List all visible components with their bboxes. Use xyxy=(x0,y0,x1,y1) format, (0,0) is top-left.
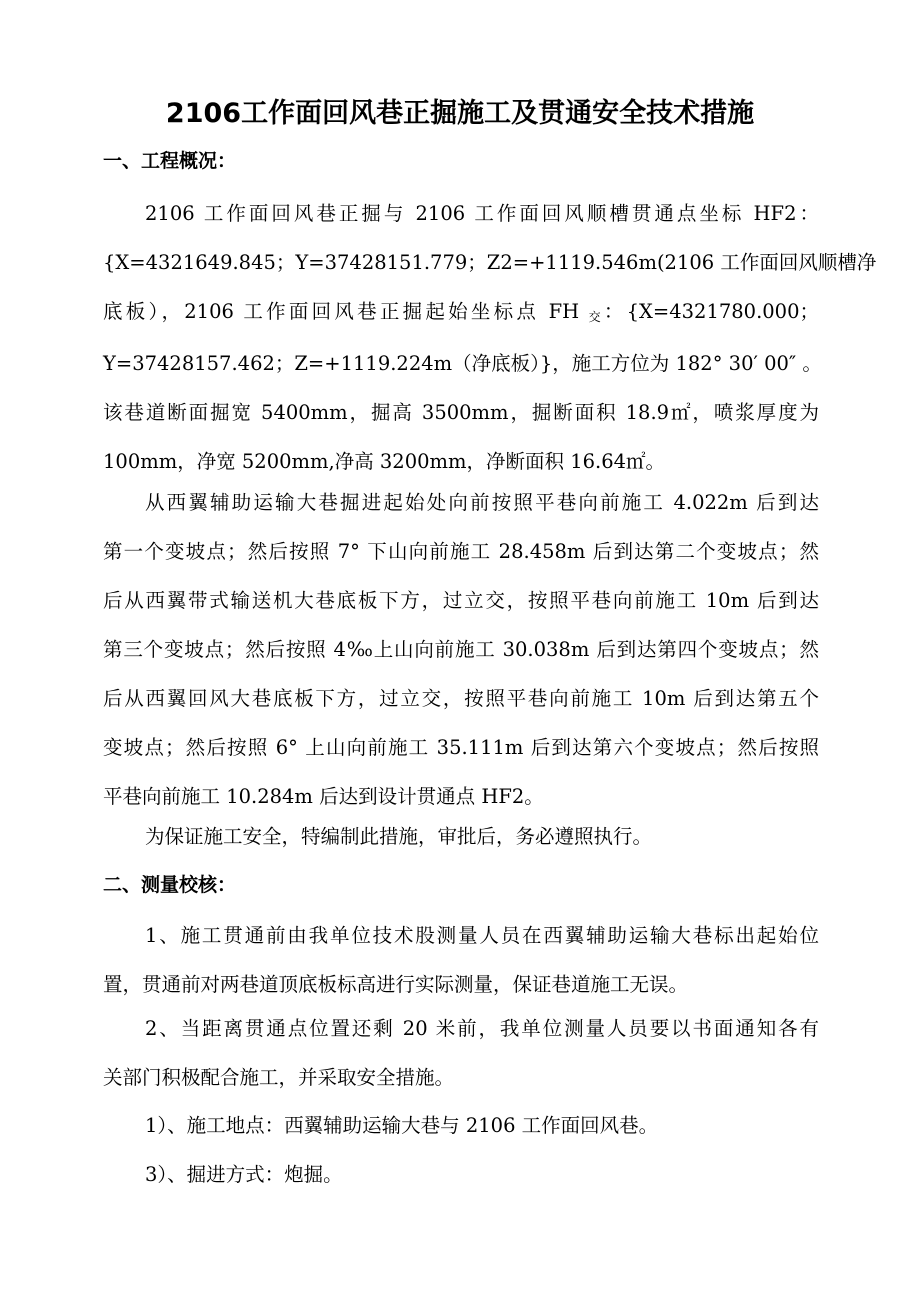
text-line: 变坡点；然后按照 6° 上山向前施工 35.111m 后到达第六个变坡点；然后按照 xyxy=(103,736,819,759)
section-heading-survey: 二、测量校核： xyxy=(103,874,237,896)
survey-paragraph-1 xyxy=(103,911,819,1009)
text-line: 关部门积极配合施工，并采取安全措施。 xyxy=(103,1066,455,1089)
overview-paragraph-route xyxy=(103,478,819,821)
subscript-text: 交 xyxy=(588,310,604,324)
text-line: {X=4321649.845；Y=37428151.779；Z2=+1119.546m(2106 工作面回风顺槽净 xyxy=(103,251,877,274)
text-line: 2、当距离贯通点位置还剩 20 米前，我单位测量人员要以书面通知各有 xyxy=(145,1017,819,1040)
text-line: 第一个变坡点；然后按照 7° 下山向前施工 28.458m 后到达第二个变坡点；然 xyxy=(103,540,819,563)
survey-item-location xyxy=(103,1101,819,1150)
text-line: 1、施工贯通前由我单位技术股测量人员在西翼辅助运输大巷标出起始位 xyxy=(145,924,819,947)
text-line: 为保证施工安全，特编制此措施，审批后，务必遵照执行。 xyxy=(145,825,653,848)
document-title: 2106工作面回风巷正掘施工及贯通安全技术措施 xyxy=(165,98,755,129)
text-line: Y=37428157.462；Z=+1119.224m（净底板）}，施工方位为 182° 30′ 00″ 。 xyxy=(103,352,822,375)
text-line: 1）、施工地点：西翼辅助运输大巷与 2106 工作面回风巷。 xyxy=(145,1114,659,1137)
text-line: 后从西翼带式输送机大巷底板下方，过立交，按照平巷向前施工 10m 后到达 xyxy=(103,589,819,612)
text-line: 从西翼辅助运输大巷掘进起始处向前按照平巷向前施工 4.022m 后到达 xyxy=(145,491,819,514)
text-line xyxy=(103,287,819,339)
text-fragment: ：{X=4321780.000； xyxy=(603,300,819,323)
text-line: 2106 工作面回风巷正掘与 2106 工作面回风顺槽贯通点坐标 HF2： xyxy=(145,202,819,225)
text-line: 该巷道断面掘宽 5400mm，掘高 3500mm，掘断面积 18.9㎡，喷浆厚度为 xyxy=(103,401,819,424)
survey-paragraph-2 xyxy=(103,1004,819,1102)
text-fragment: 底板），2106 工作面回风巷正掘起始坐标点 FH xyxy=(103,300,580,323)
text-line: 第三个变坡点；然后按照 4‰上山向前施工 30.038m 后到达第四个变坡点；然 xyxy=(103,638,819,661)
text-line: 平巷向前施工 10.284m 后达到设计贯通点 HF2。 xyxy=(103,785,544,808)
overview-paragraph-safety xyxy=(103,812,819,861)
section-heading-overview: 一、工程概况： xyxy=(103,150,237,172)
text-line: 3）、掘进方式：炮掘。 xyxy=(145,1163,343,1186)
survey-item-method xyxy=(103,1150,819,1199)
text-line: 置，贯通前对两巷道顶底板标高进行实际测量，保证巷道施工无误。 xyxy=(103,973,689,996)
text-line: 100mm，净宽 5200mm,净高 3200mm，净断面积 16.64㎡。 xyxy=(103,450,666,473)
text-line: 后从西翼回风大巷底板下方，过立交，按照平巷向前施工 10m 后到达第五个 xyxy=(103,687,819,710)
overview-paragraph-coordinates xyxy=(103,189,877,486)
